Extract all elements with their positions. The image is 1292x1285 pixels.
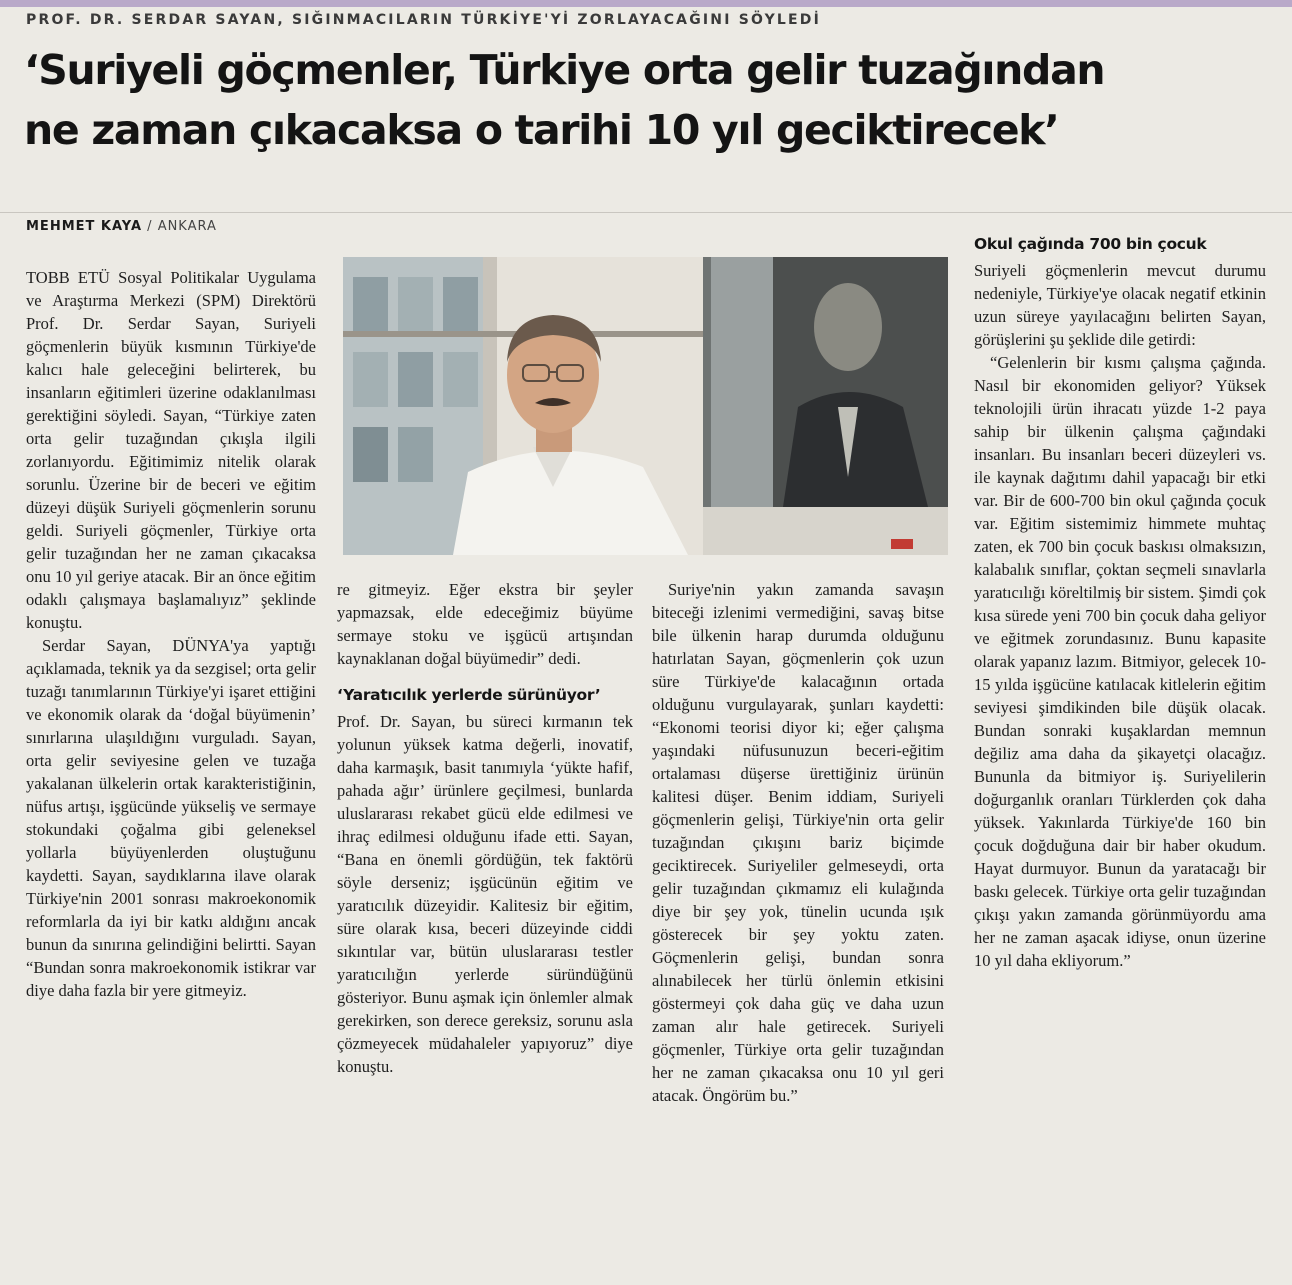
paragraph: TOBB ETÜ Sosyal Politikalar Uygulama ve Araştırma Merkezi (SPM) Direktörü Prof. Dr. Serdar Sayan, Suriyeli göçmenlerin büyük kısmının Türkiye'de kalıcı hale geleceğini belirterek, bu insanların eğitimleri üzerine odaklanılması gerektiğini söyledi. Sayan, “Türkiye zaten orta gelir tuzağından çıkışla ilgili zorlanıyordu. Eğitimimiz nitelik olarak sorunlu. Üzerine bir de beceri ve eğitim düzeyi düşük Suriyeli göçmenlerin sorunu geldi. Suriyeli göçmenler, Türkiye orta gelir tuzağından her ne zaman çıkacaksa onu 10 yıl geriye atacak. Bir an önce eğitim odaklı çalışmaya başlamalıyız” şeklinde konuştu. <box>26 268 316 632</box>
headline <box>24 40 1274 160</box>
article-column-4 <box>974 233 1266 1283</box>
paragraph: “Gelenlerin bir kısmı çalışma çağında. Nasıl bir ekonomiden geliyor? Yüksek teknolojili ürün ihracatı yüzde 1-2 paya sahip bir ülkenin çalışma çağındaki insanları. Bu insanları beceri düzeyleri vs. ile kaynak dağıtımı dahil yapacağı bir etki var. Bir de 600-700 bin okul çağında çocuk var. Eğitim sistemimiz himmete muhtaç zaten, ek 700 bin çocuk baskısı olmaksızın, kalabalık sınıflar, çoktan seçmeli sınavlarla yaratıcılığı köreltilmiş bir sistem. Şimdi çok kısa sürede yeni 700 bin çocuk daha geliyor ve eğitmek zorundasınız. Bunu kapasite olarak yapanız lazım. Bitmiyor, gelecek 10-15 yılda işgücüne katılacak kitlelerin eğitim seviyesi şimdikinden bile düşük olacak. Bundan sonraki kuşaklardan memnun değiliz ama daha da şikayetçi olacağız. Bununla da bitmiyor iş. Suriyelilerin doğurganlık oranları Türklerden çok daha yüksek. Yakınlarda Türkiye'de 160 bin çocuk doğduğuna dair bir haber okudum. Hayat durmuyor. Bunun da yaratacağı bir baskı gelecek. Türkiye orta gelir tuzağından çıkışı yakın zamanda görünmüyordu ama her ne zaman aşacak idiyse, onun üzerine 10 yıl daha ekliyorum.” <box>974 353 1266 970</box>
article-column-2 <box>337 578 633 1283</box>
portrait-photo <box>343 257 948 555</box>
top-color-bar <box>0 0 1292 7</box>
article-column-3 <box>652 578 944 1283</box>
divider <box>0 212 1292 213</box>
byline-location: ANKARA <box>157 219 217 234</box>
paragraph: re gitmeyiz. Eğer ekstra bir şeyler yapmazsak, elde edeceğimiz büyüme sermaye stoku ve işgücü artışından kaynaklanan doğal büyümedir” dedi. <box>337 580 633 668</box>
headline-line-2: ne zaman çıkacaksa o tarihi 10 yıl geciktirecek’ <box>24 106 1059 154</box>
byline-separator: / <box>142 219 158 234</box>
paragraph: Serdar Sayan, DÜNYA'ya yaptığı açıklamada, teknik ya da sezgisel; orta gelir tuzağı tanımlarının Türkiye'yi işaret ettiğini ve ekonomik olarak da ‘doğal büyümenin’ sınırlarına ulaşıldığını vurguladı. Sayan, orta gelir seviyesine gelen ve tuzağa yakalanan ülkelerin ortak karakteristiğinin, nüfus artışı, işgücünde yükseliş ve sermaye stokundaki çoğalma gibi geleneksel yollarla büyüyenlerden oluştuğunu kaydetti. Sayan, saydıklarına ilave olarak Türkiye'nin 2001 sonrası makroekonomik reformlarla da iyi bir katkı aldığını ancak bunun da sınırına gelindiğini belirtti. Sayan “Bundan sonra makroekonomik istikrar var diye daha fazla bir yere gitmeyiz. <box>26 636 316 1000</box>
paragraph: Suriyeli göçmenlerin mevcut durumu nedeniyle, Türkiye'ye olacak negatif etkinin uzun süreye yayılacağını belirten Sayan, görüşlerini şu şeklide dile getirdi: <box>974 261 1266 349</box>
author-name: MEHMET KAYA <box>26 219 143 234</box>
subheading: Okul çağında 700 bin çocuk <box>974 235 1207 253</box>
headline-line-1: ‘Suriyeli göçmenler, Türkiye orta gelir tuzağından <box>24 46 1105 94</box>
portrait-illustration <box>343 257 948 555</box>
paragraph: Prof. Dr. Sayan, bu süreci kırmanın tek yolunun yüksek katma değerli, inovatif, daha karmaşık, basit tanımıyla ‘yükte hafif, pahada ağır’ ürünlere geçilmesi, bunlarda uluslararası rekabet gücü elde edilmesi ve ihraç edilmesi olduğunu ifade etti. Sayan, “Bana en önemli gördüğün, tek faktörü söyle derseniz; işgücünün eğitim ve yaratıcılık düzeyidir. Kalitesiz bir eğitim, süre olarak kısa, beceri düzeyinde ciddi sıkıntılar var, bütün uluslararası testler yaratıcılığın yerlerde süründüğünü gösteriyor. Bunu aşmak için önlemler almak gerekirken, son derece gereksiz, sorunu asla çözmeyecek müdahaleler yapıyoruz” diye konuştu. <box>337 712 633 1076</box>
paragraph: Suriye'nin yakın zamanda savaşın biteceği izlenimi vermediğini, savaş bitse bile ülkenin harap durumda olduğunu hatırlatan Sayan, göçmenlerin çok uzun süre Türkiye'de kalacağının ortada olduğunu vurgulayarak, şunları kaydetti: “Ekonomi teorisi diyor ki; eğer çalışma yaşındaki nüfusunuzun beceri-eğitim ortalaması düşerse ürettiğiniz ürünün kalitesi düşer. Benim iddiam, Suriyeli göçmenlerin gelişi, Türkiye'nin orta gelir tuzağından çıkışını bariz biçimde geciktirecek. Suriyeliler gelmeseydi, orta gelir tuzağından çıkmamız eli kulağında diye bir şey yok, tünelin ucunda ışık gösterecek bir şey yoktu zaten. Göçmenlerin gelişi, bundan sonra alınabilecek her türlü önlemin etkisini göstermeyi çok daha güç ve daha uzun zaman alır hale getirecek. Suriyeli göçmenler, Türkiye orta gelir tuzağından her ne zaman çıkacaksa onu 10 yıl geri atacak. Öngörüm bu.” <box>652 580 944 1105</box>
kicker: PROF. DR. SERDAR SAYAN, SIĞINMACILARIN TÜRKİYE'Yİ ZORLAYACAĞINI SÖYLEDİ <box>26 12 822 28</box>
subheading: ‘Yaratıcılık yerlerde sürünüyor’ <box>337 686 601 704</box>
article-column-1 <box>26 266 316 1281</box>
byline <box>26 219 217 234</box>
